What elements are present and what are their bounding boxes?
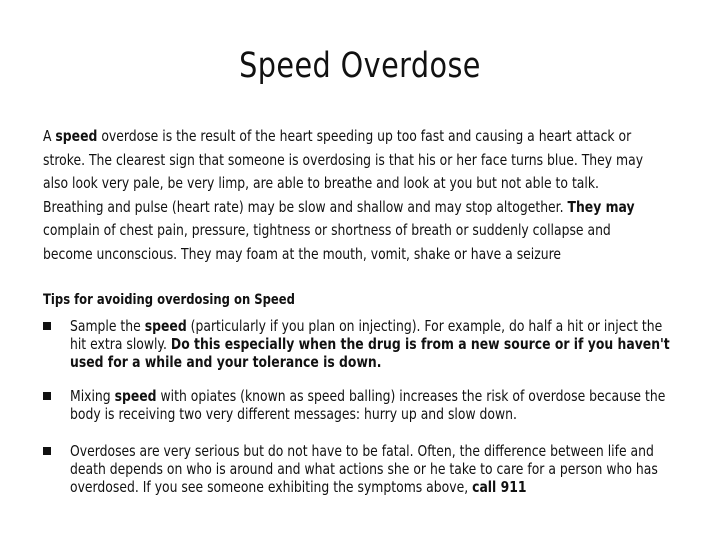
tip-run: with opiates (known as speed balling) increases the risk of overdose because the body is receiving two very different messages: hurry up and slow down. — [70, 387, 666, 423]
slide-title: Speed Overdose — [239, 46, 481, 86]
square-bullet-icon — [43, 447, 51, 455]
desc-run: overdose is the result of the heart speeding up too fast and causing a heart attack or stroke. The clearest sign that someone is overdosing is that his or her face turns blue. They may also look very pale, be very limp, are able to breathe and look at you but not able to talk. Breathing and pulse (heart rate) may be slow and shallow and may stop altogether. — [43, 127, 644, 216]
tips-list — [43, 318, 673, 503]
overdose-description — [43, 125, 651, 267]
desc-run: A — [43, 127, 56, 145]
square-bullet-icon — [43, 392, 51, 400]
tip-text — [70, 388, 675, 424]
square-bullet-icon — [43, 322, 51, 330]
desc-run-bold: speed — [55, 127, 98, 145]
tip-run-bold: Do this especially when the drug is from a new source or if you haven't used for a while and your tolerance is down. — [70, 334, 670, 371]
list-item — [43, 318, 673, 388]
tip-text — [70, 318, 675, 371]
tip-text — [70, 443, 675, 496]
list-item — [43, 388, 673, 443]
tip-run: Overdoses are very serious but do not have to be fatal. Often, the difference between life and death depends on who is around and what actions she or he take to care for a person who has overdosed. If you see someone exhibiting the symptoms above, — [70, 442, 658, 496]
tip-run-bold: speed — [144, 317, 187, 335]
desc-run-bold: They may — [567, 197, 635, 216]
tips-heading: Tips for avoiding overdosing on Speed — [43, 292, 295, 308]
tip-run-bold: speed — [114, 387, 157, 405]
tip-run: Sample the — [70, 317, 145, 335]
tip-run: (particularly if you plan on injecting). For example, do half a hit or inject the hit extra slowly. — [70, 317, 663, 353]
tip-run: Mixing — [70, 387, 115, 405]
list-item — [43, 443, 673, 503]
tip-run-bold: call 911 — [472, 477, 527, 496]
desc-run: complain of chest pain, pressure, tightness or shortness of breath or suddenly collapse and become unconscious. They may foam at the mouth, vomit, shake or have a seizure — [43, 221, 611, 263]
